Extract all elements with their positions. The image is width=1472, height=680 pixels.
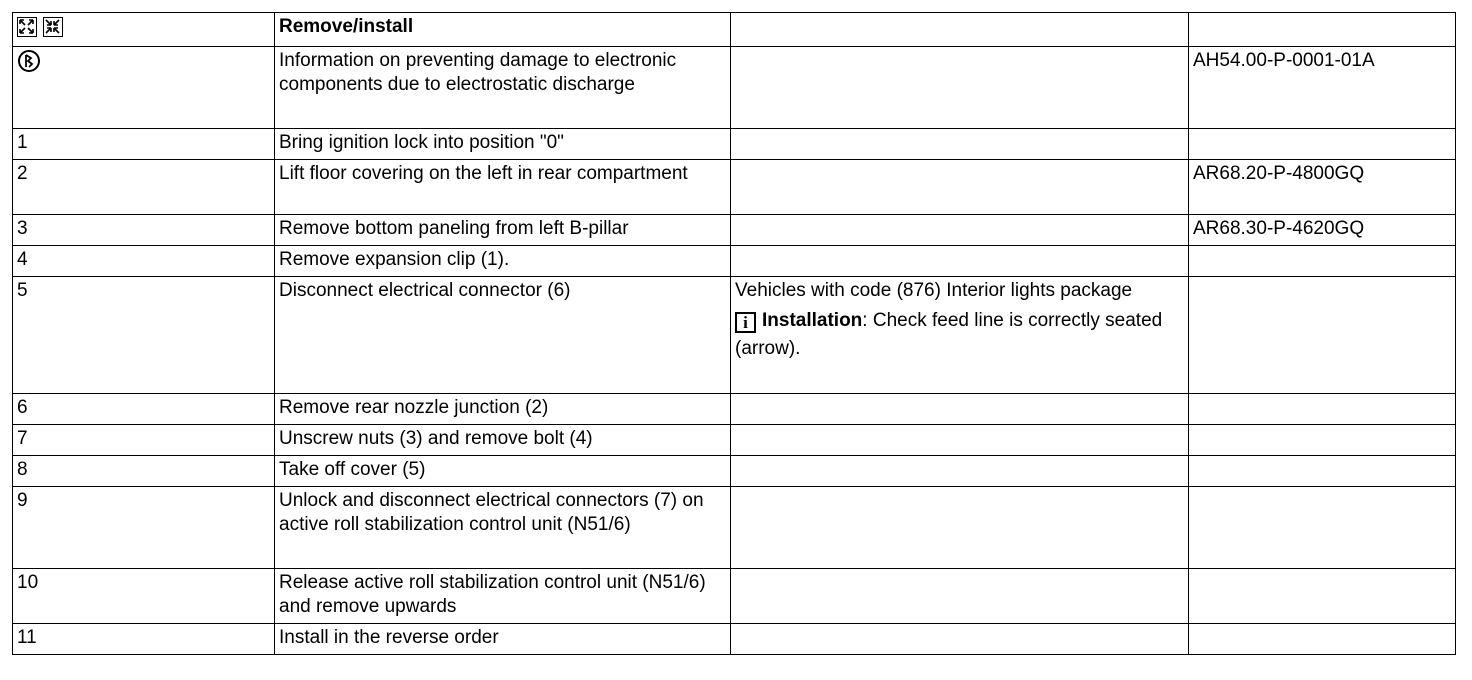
table-row — [13, 277, 1456, 394]
step-note — [731, 394, 1189, 425]
step-ref-link[interactable]: AR68.30-P-4620GQ — [1189, 215, 1456, 246]
table-header-row — [13, 13, 1456, 47]
esd-note-cell — [731, 47, 1189, 129]
table-row — [13, 425, 1456, 456]
step-ref — [1189, 624, 1456, 655]
expand-icon[interactable] — [17, 17, 37, 37]
table-row — [13, 456, 1456, 487]
step-note — [731, 569, 1189, 624]
table-row — [13, 624, 1456, 655]
installation-note — [735, 307, 1184, 363]
step-ref — [1189, 129, 1456, 160]
table-row — [13, 487, 1456, 569]
step-number: 1 — [13, 129, 275, 160]
step-note — [731, 160, 1189, 215]
header-icons-cell — [13, 13, 275, 47]
step-ref — [1189, 246, 1456, 277]
step-note — [731, 487, 1189, 569]
procedure-table — [12, 12, 1456, 655]
step-ref — [1189, 487, 1456, 569]
table-row — [13, 569, 1456, 624]
table-row — [13, 394, 1456, 425]
step-note — [731, 215, 1189, 246]
step-text: Install in the reverse order — [275, 624, 731, 655]
step-text: Release active roll stabilization control unit (N51/6) and remove upwards — [275, 569, 731, 624]
installation-label: Installation — [762, 310, 863, 331]
step-number: 9 — [13, 487, 275, 569]
step-number: 8 — [13, 456, 275, 487]
step-ref — [1189, 569, 1456, 624]
step-text: Lift floor covering on the left in rear compartment — [275, 160, 731, 215]
step-number: 6 — [13, 394, 275, 425]
vehicle-code-note: Vehicles with code (876) Interior lights package — [735, 280, 1133, 301]
info-icon: i — [735, 312, 756, 333]
step-text: Remove expansion clip (1). — [275, 246, 731, 277]
step-text: Unlock and disconnect electrical connectors (7) on active roll stabilization control unit (N51/6) — [275, 487, 731, 569]
step-number: 3 — [13, 215, 275, 246]
step-text: Bring ignition lock into position "0" — [275, 129, 731, 160]
step-note — [731, 246, 1189, 277]
step-ref — [1189, 456, 1456, 487]
esd-icon-cell — [13, 47, 275, 129]
step-number: 2 — [13, 160, 275, 215]
step-number: 11 — [13, 624, 275, 655]
step-ref-link[interactable]: AR68.20-P-4800GQ — [1189, 160, 1456, 215]
step-number: 10 — [13, 569, 275, 624]
step-note — [731, 129, 1189, 160]
step-note — [731, 277, 1189, 394]
step-number: 7 — [13, 425, 275, 456]
collapse-icon[interactable] — [43, 17, 63, 37]
step-number: 4 — [13, 246, 275, 277]
step-ref — [1189, 425, 1456, 456]
table-row — [13, 246, 1456, 277]
esd-info-text: Information on preventing damage to electronic components due to electrostatic discharge — [275, 47, 731, 129]
header-note-cell — [731, 13, 1189, 47]
step-text: Unscrew nuts (3) and remove bolt (4) — [275, 425, 731, 456]
installation-text: : Check feed line is correctly seated (arrow). — [735, 310, 1163, 359]
esd-info-row — [13, 47, 1456, 129]
header-title: Remove/install — [275, 13, 731, 47]
table-row — [13, 129, 1456, 160]
step-text: Remove bottom paneling from left B-pillar — [275, 215, 731, 246]
step-note — [731, 425, 1189, 456]
header-ref-cell — [1189, 13, 1456, 47]
step-text: Take off cover (5) — [275, 456, 731, 487]
step-number: 5 — [13, 277, 275, 394]
step-text: Disconnect electrical connector (6) — [275, 277, 731, 394]
table-row — [13, 215, 1456, 246]
esd-warning-icon — [17, 49, 41, 73]
esd-ref-link[interactable]: AH54.00-P-0001-01A — [1189, 47, 1456, 129]
step-text: Remove rear nozzle junction (2) — [275, 394, 731, 425]
step-note — [731, 456, 1189, 487]
step-ref — [1189, 394, 1456, 425]
step-note — [731, 624, 1189, 655]
step-ref — [1189, 277, 1456, 394]
table-row — [13, 160, 1456, 215]
